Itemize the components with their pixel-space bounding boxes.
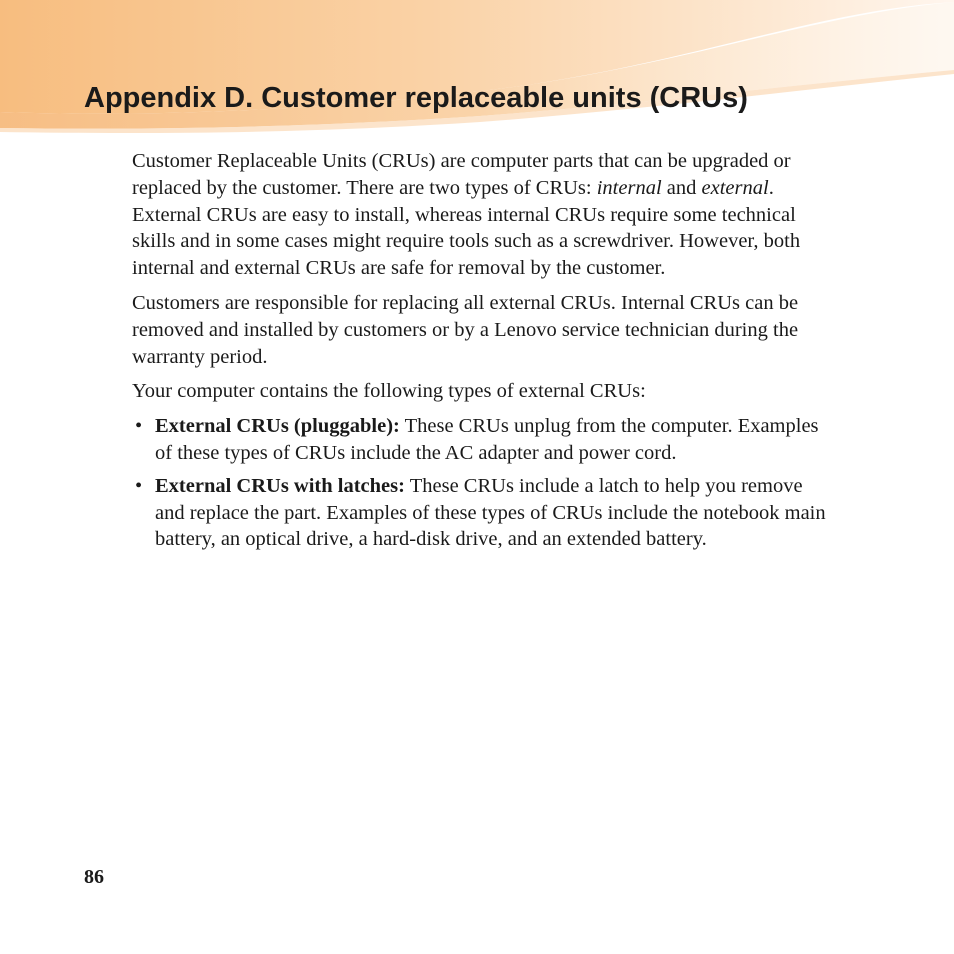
bullet-icon: • — [135, 474, 143, 497]
list-item-text: These CRUs include a latch to help you remove and replace the part. Examples of these types of CRUs include the notebook main battery, an optical drive, a hard-disk drive, and an extended battery. — [155, 474, 826, 551]
responsibility-paragraph: Customers are responsible for replacing all external CRUs. Internal CRUs can be removed and installed by customers or by a Lenovo service technician during the warranty period. — [132, 291, 799, 368]
intro-paragraph — [132, 148, 832, 282]
term-external: external — [701, 176, 769, 199]
page-title: Appendix D. Customer replaceable units (CRUs) — [84, 82, 748, 114]
intro-text-b: . External CRUs are easy to install, whereas internal CRUs require some technical skills and in some cases might require tools such as a screwdriver. However, both internal and external CRUs are safe for removal by the customer. — [132, 176, 801, 280]
list-intro-paragraph: Your computer contains the following types of external CRUs: — [132, 380, 646, 403]
intro-text-a: Customer Replaceable Units (CRUs) are computer parts that can be upgraded or replaced by the customer. There are two types of CRUs: — [132, 150, 791, 199]
header-swoosh-decoration — [0, 0, 954, 140]
page-number: 86 — [84, 866, 104, 888]
term-internal: internal — [596, 176, 662, 199]
list-item-term: External CRUs (pluggable): — [155, 415, 400, 438]
list-item-text: These CRUs unplug from the computer. Examples of these types of CRUs include the AC adapter and power cord. — [155, 415, 819, 464]
list-item — [132, 413, 832, 467]
list-item — [132, 473, 832, 553]
list-item-term: External CRUs with latches: — [155, 474, 405, 497]
intro-text-and: and — [661, 176, 702, 199]
cru-types-list — [132, 413, 832, 553]
body-content — [132, 148, 832, 559]
bullet-icon: • — [135, 415, 143, 438]
